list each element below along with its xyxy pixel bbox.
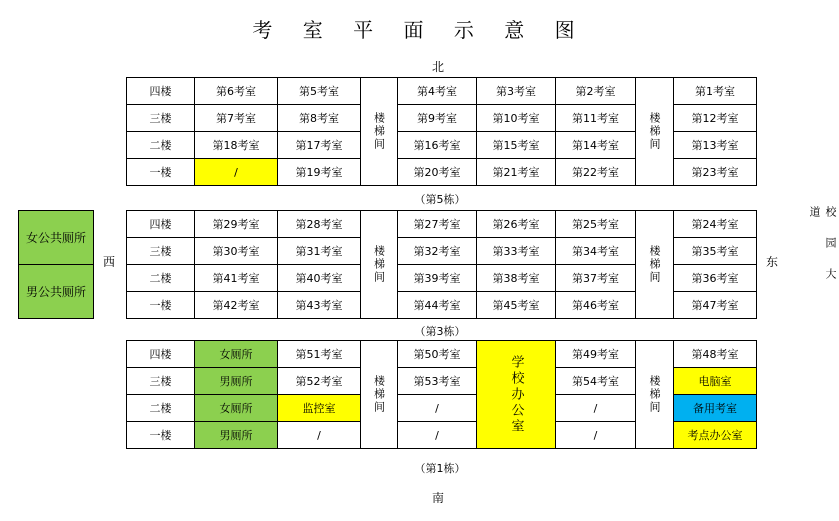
- exam-room: 第49考室: [556, 341, 636, 368]
- empty-room: /: [556, 422, 636, 449]
- school-office: 学校办公室: [477, 341, 556, 449]
- exam-room: 第1考室: [674, 78, 757, 105]
- exam-room: 第32考室: [398, 238, 477, 265]
- floor-label: 四楼: [127, 211, 195, 238]
- exam-room: 第14考室: [556, 132, 636, 159]
- computer-room: 电脑室: [674, 368, 757, 395]
- exam-room: 第29考室: [195, 211, 278, 238]
- building-5-caption: （第5栋）: [414, 193, 466, 206]
- exam-room: 第47考室: [674, 292, 757, 319]
- toilet-room: 男厕所: [195, 422, 278, 449]
- exam-room: 第16考室: [398, 132, 477, 159]
- male-public-toilet: 男公共厕所: [18, 264, 94, 319]
- exam-room: 第38考室: [477, 265, 556, 292]
- exam-room: 第44考室: [398, 292, 477, 319]
- exam-room: 第46考室: [556, 292, 636, 319]
- monitoring-room: 监控室: [278, 395, 361, 422]
- exam-room: 第30考室: [195, 238, 278, 265]
- exam-room: 第50考室: [398, 341, 477, 368]
- building-3-caption: （第3栋）: [414, 325, 466, 338]
- exam-room: 第4考室: [398, 78, 477, 105]
- exam-room: 第20考室: [398, 159, 477, 186]
- east-label: 东: [765, 255, 778, 269]
- floor-label: 一楼: [127, 292, 195, 319]
- south-label: 南: [431, 491, 444, 505]
- north-label: 北: [431, 60, 444, 74]
- exam-room: 第2考室: [556, 78, 636, 105]
- building-5-table: [126, 77, 757, 186]
- exam-room: 第27考室: [398, 211, 477, 238]
- exam-room: 第39考室: [398, 265, 477, 292]
- exam-room: 第43考室: [278, 292, 361, 319]
- exam-room: 第25考室: [556, 211, 636, 238]
- exam-room: 第42考室: [195, 292, 278, 319]
- exam-room: 第12考室: [674, 105, 757, 132]
- stairwell: 楼梯间: [636, 211, 674, 319]
- floor-label: 二楼: [127, 132, 195, 159]
- empty-room: /: [398, 395, 477, 422]
- floor-label: 二楼: [127, 265, 195, 292]
- exam-room: 第53考室: [398, 368, 477, 395]
- backup-exam-room: 备用考室: [674, 395, 757, 422]
- empty-room: /: [556, 395, 636, 422]
- exam-room: 第31考室: [278, 238, 361, 265]
- stairwell: 楼梯间: [361, 211, 398, 319]
- building-1-table: [126, 340, 757, 449]
- exam-room: 第37考室: [556, 265, 636, 292]
- exam-room: 第11考室: [556, 105, 636, 132]
- stairwell: 楼梯间: [636, 78, 674, 186]
- exam-room: 第52考室: [278, 368, 361, 395]
- exam-room: 第5考室: [278, 78, 361, 105]
- empty-room: /: [398, 422, 477, 449]
- exam-room: 第21考室: [477, 159, 556, 186]
- exam-room: 第33考室: [477, 238, 556, 265]
- building-1-caption: （第1栋）: [414, 462, 466, 475]
- floor-label: 三楼: [127, 368, 195, 395]
- exam-room: 第36考室: [674, 265, 757, 292]
- exam-room: 第6考室: [195, 78, 278, 105]
- exam-room: 第18考室: [195, 132, 278, 159]
- exam-room: 第54考室: [556, 368, 636, 395]
- exam-room: 第48考室: [674, 341, 757, 368]
- floor-label: 三楼: [127, 238, 195, 265]
- campus-road-label: 校园大道: [808, 206, 837, 299]
- floor-label: 二楼: [127, 395, 195, 422]
- exam-room: 第19考室: [278, 159, 361, 186]
- exam-room: 第28考室: [278, 211, 361, 238]
- page-title: 考 室 平 面 示 意 图: [252, 18, 587, 42]
- exam-room: 第34考室: [556, 238, 636, 265]
- exam-room: 第7考室: [195, 105, 278, 132]
- floor-label: 四楼: [127, 341, 195, 368]
- female-public-toilet: 女公共厕所: [18, 210, 94, 265]
- floor-label: 一楼: [127, 159, 195, 186]
- exam-room: 第10考室: [477, 105, 556, 132]
- exam-room: 第9考室: [398, 105, 477, 132]
- exam-room: 第45考室: [477, 292, 556, 319]
- empty-room: /: [195, 159, 278, 186]
- floor-label: 三楼: [127, 105, 195, 132]
- stairwell: 楼梯间: [636, 341, 674, 449]
- exam-room: 第3考室: [477, 78, 556, 105]
- exam-room: 第13考室: [674, 132, 757, 159]
- empty-room: /: [278, 422, 361, 449]
- exam-room: 第35考室: [674, 238, 757, 265]
- exam-room: 第26考室: [477, 211, 556, 238]
- toilet-room: 女厕所: [195, 341, 278, 368]
- exam-room: 第8考室: [278, 105, 361, 132]
- building-3-table: [126, 210, 757, 319]
- exam-office: 考点办公室: [674, 422, 757, 449]
- exam-room: 第24考室: [674, 211, 757, 238]
- exam-room: 第23考室: [674, 159, 757, 186]
- floor-label: 一楼: [127, 422, 195, 449]
- stairwell: 楼梯间: [361, 78, 398, 186]
- exam-room: 第40考室: [278, 265, 361, 292]
- exam-room: 第51考室: [278, 341, 361, 368]
- exam-room: 第22考室: [556, 159, 636, 186]
- exam-room: 第15考室: [477, 132, 556, 159]
- west-label: 西: [102, 255, 115, 269]
- floor-label: 四楼: [127, 78, 195, 105]
- stairwell: 楼梯间: [361, 341, 398, 449]
- exam-room: 第17考室: [278, 132, 361, 159]
- toilet-room: 男厕所: [195, 368, 278, 395]
- exam-room: 第41考室: [195, 265, 278, 292]
- toilet-room: 女厕所: [195, 395, 278, 422]
